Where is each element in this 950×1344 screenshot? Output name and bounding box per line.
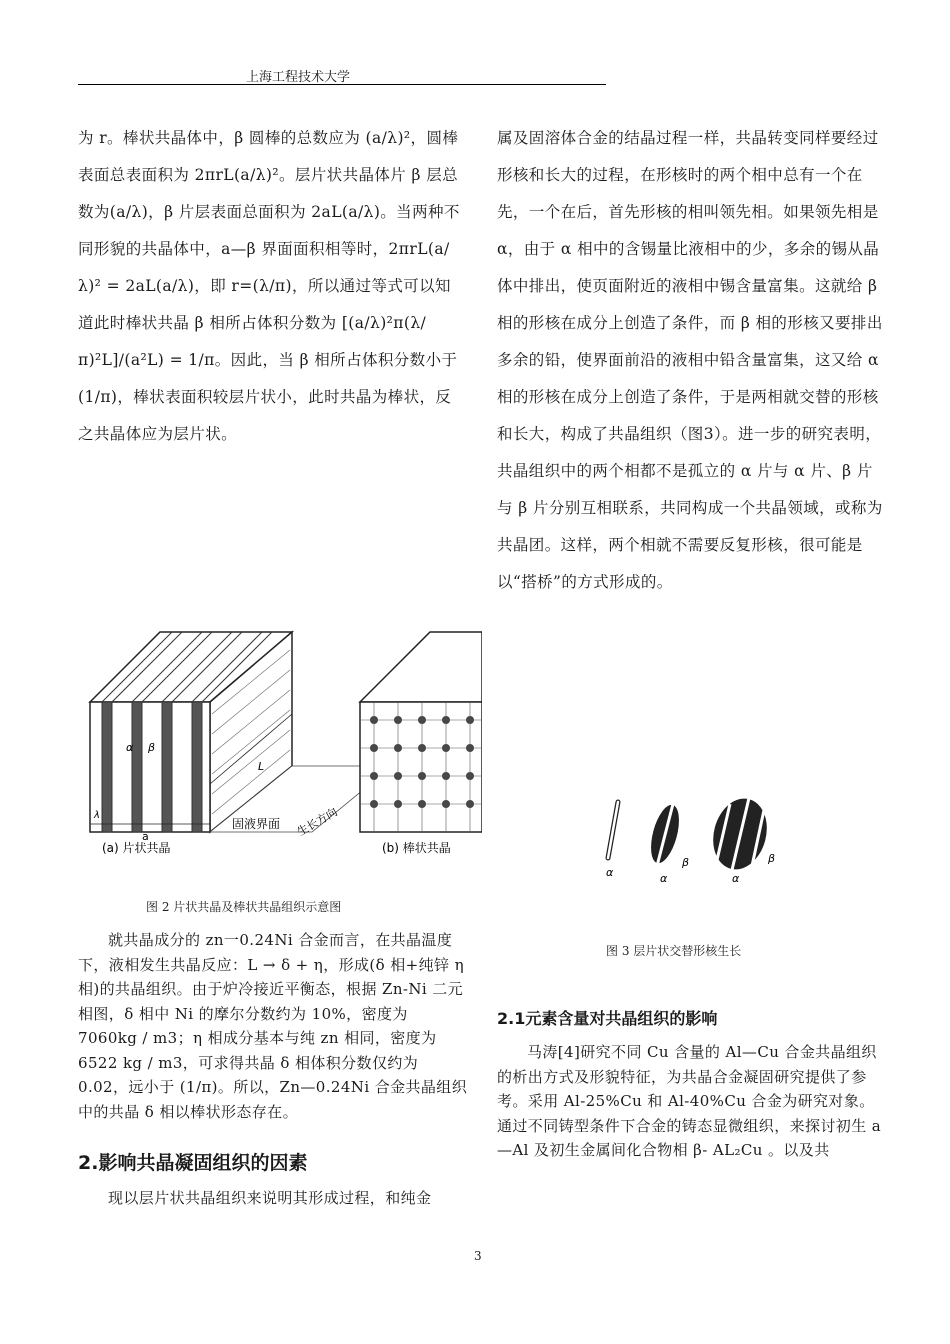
alpha-label: α: [126, 741, 134, 754]
page-number: 3: [474, 1249, 482, 1263]
alpha-label-3: α: [732, 872, 740, 885]
growth-label: 生长方向: [295, 805, 340, 839]
figure-3-caption: 图 3 层片状交替形核生长: [606, 944, 742, 958]
paragraph: 为 r。棒状共晶体中，β 圆棒的总数应为 (a/λ)²，圆棒表面总表面积为 2πrL(a/λ)²。层片状共晶体片 β 层总数为(a/λ)，β 片层表面总面积为 2aL(a/λ)。当两种不同形貌的共晶体中，a—β 界面面积相等时，2πrL(a/λ)² = 2aL(a/λ)，即 r=(λ/π)，所以通过等式可以知道此时棒状共晶 β 相所占体积分数为 [(a/λ)²π(λ/π)²L]/(a²L) = 1/π。因此，当 β 相所占体积分数小于 (1/π)，棒状表面积较层片状小，此时共晶为棒状，反之共晶体应为层片状。: [78, 129, 460, 443]
beta-label-1: β: [682, 856, 690, 869]
right-column-bottom: 马涛[4]研究不同 Cu 含量的 Al—Cu 合金共晶组织的析出方式及形貌特征，为共晶合金凝固研究提供了参考。采用 Al-25%Cu 和 Al-40%Cu 合金为研究对象。通过不同铸型条件下合金的铸态显微组织，来探讨初生 a—Al 及初生金属间化合物相 β- AL₂Cu 。以及共: [497, 1043, 882, 1159]
left-column-top: [78, 120, 464, 453]
paragraph: 属及固溶体合金的结晶过程一样，共晶转变同样要经过形核和长大的过程，在形核时的两个相中总有一个在先，一个在后，首先形核的相叫领先相。如果领先相是 α，由于 α 相中的含锡量比液相中的少，多余的锡从晶体中排出，使页面附近的液相中锡含量富集。这就给 β 相的形核在成分上创造了条件，而 β 相的形核又要排出多余的铅，使界面前沿的液相中铅含量富集，这又给 α 相的形核在成分上创造了条件，于是两相就交替的形核和长大，构成了共晶组织（图3）。进一步的研究表明，共晶组织中的两个相都不是孤立的 α 片与 α 片、β 片与 β 片分别互相联系，共同构成一个共晶领域，或称为共晶团。这样，两个相就不需要反复形核，很可能是以“搭桥”的方式形成的。: [497, 129, 883, 591]
beta-label: β: [148, 741, 156, 754]
lambda-label: λ: [94, 810, 100, 821]
length-label: L: [258, 760, 265, 773]
interface-label: 固液界面: [232, 817, 281, 831]
section-heading-2-1: 2.1元素含量对共晶组织的影响: [497, 1009, 718, 1028]
figure-3-diagram: [592, 796, 796, 888]
a-label: a: [142, 830, 149, 843]
paragraph: 就共晶成分的 zn一0.24Ni 合金而言，在共晶温度下，液相发生共晶反应：L → δ + η，形成(δ 相+纯锌 η 相)的共晶组织。由于炉冷接近平衡态，根据 Zn-Ni 二元相图，δ 相中 Ni 的摩尔分数约为 10%，密度为 7060kg / m3；η 相成分基本与纯 zn 相同，密度为 6522 kg / m3，可求得共晶 δ 相体积分数仅约为 0.02，远小于 (1/π)。所以，Zn—0.24Ni 合金共晶组织中的共晶 δ 相以棒状形态存在。: [78, 931, 468, 1121]
running-header: 上海工程技术大学: [246, 70, 351, 85]
right-column-top: [497, 120, 887, 601]
alpha-label-1: α: [606, 866, 614, 879]
figure-2-diagram: [82, 624, 482, 856]
figure-2-caption: 图 2 片状共晶及棒状共晶组织示意图: [146, 900, 342, 914]
alpha-label-2: α: [660, 872, 668, 885]
left-column-bottom: [78, 928, 468, 1124]
section-heading-2: 2.影响共晶凝固组织的因素: [78, 1152, 308, 1174]
beta-label-2: β: [768, 852, 776, 865]
section-2-text: 现以层片状共晶组织来说明其形成过程，和纯金: [108, 1189, 432, 1207]
label-a: (a) 片状共晶: [102, 841, 171, 855]
label-b: (b) 棒状共晶: [382, 841, 451, 855]
header-rule: [78, 84, 606, 85]
